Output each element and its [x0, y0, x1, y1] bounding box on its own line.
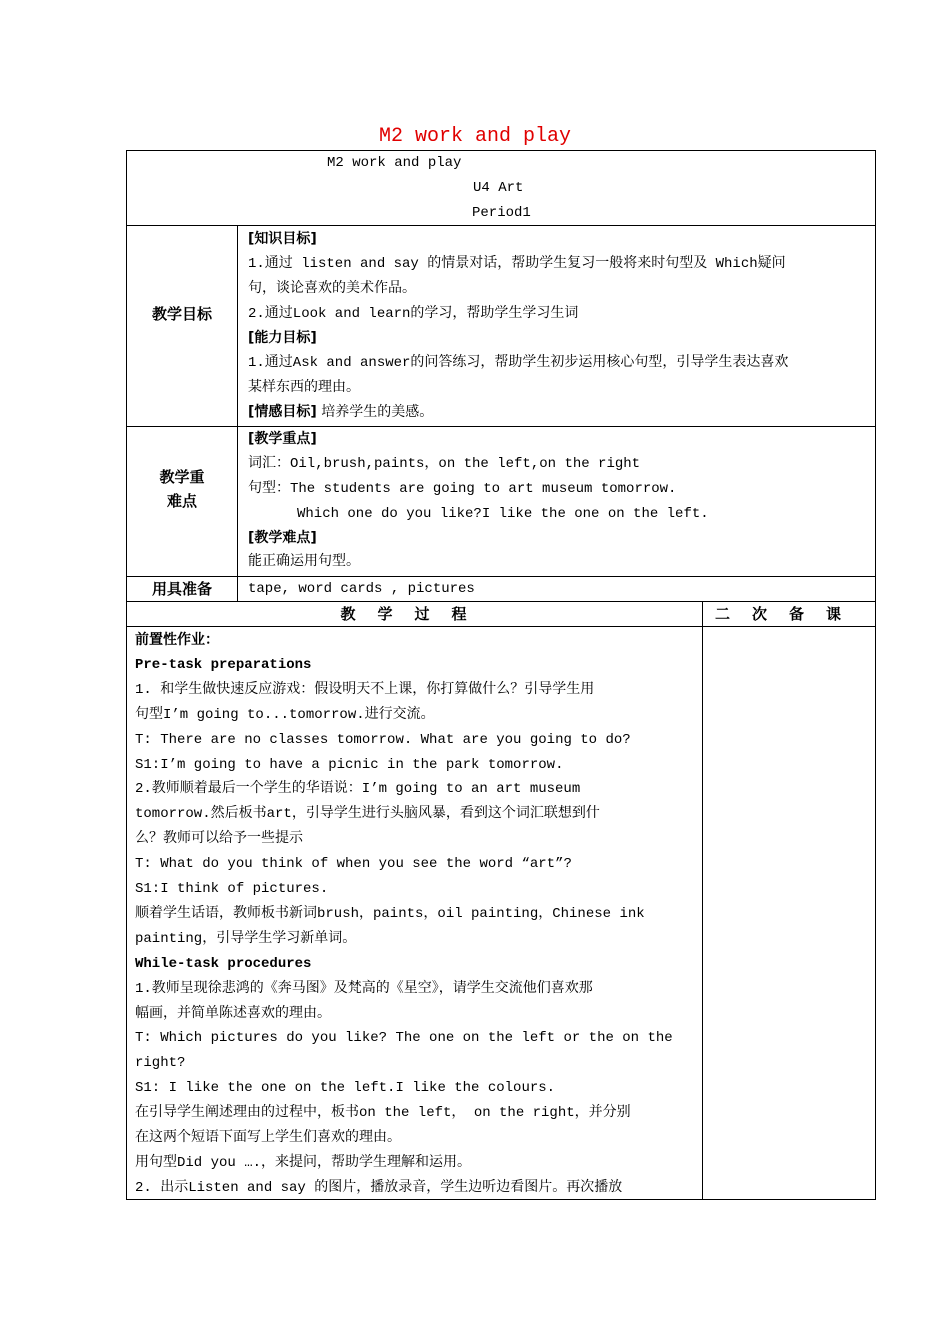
materials-text: tape, word cards , pictures: [248, 581, 475, 597]
process-line: 幅画，并简单陈述喜欢的理由。: [135, 1005, 331, 1022]
pattern-line-1: 句型：The students are going to art museum tomorrow.: [248, 481, 677, 497]
key-points-row: [126, 426, 876, 577]
emotion-heading: [情感目标]: [248, 404, 317, 420]
process-line: 顺着学生话语，教师板书新词brush，paints，oil painting，Chinese ink: [135, 905, 645, 922]
objectives-content-cell: [237, 226, 875, 426]
focus-heading: [教学重点]: [248, 431, 317, 447]
process-header-row: [126, 601, 876, 627]
key-points-label-cell: [127, 427, 237, 576]
process-line: 么？教师可以给予一些提示: [135, 831, 303, 848]
process-line: T: There are no classes tomorrow. What are you going to do?: [135, 731, 631, 748]
materials-label-cell: [127, 577, 237, 601]
process-content-cell: [127, 627, 702, 1199]
materials-content-cell: [237, 577, 875, 601]
process-line: S1:I think of pictures.: [135, 881, 329, 897]
process-line: right?: [135, 1055, 186, 1072]
objectives-row: [126, 225, 876, 427]
key-points-content-cell: [237, 427, 875, 576]
difficulty-heading: [教学难点]: [248, 530, 317, 546]
process-line: 句型I’m going to...tomorrow.进行交流。: [135, 706, 435, 723]
process-line: 1. 和学生做快速反应游戏：假设明天不上课，你打算做什么？引导学生用: [135, 681, 595, 698]
knowledge-item-1b: 句，谈论喜欢的美术作品。: [248, 281, 416, 297]
header-row: [126, 150, 876, 226]
second-prep-title: 二次备课: [714, 605, 863, 623]
unit-title: U4 Art: [473, 180, 524, 196]
process-line: S1:I’m going to have a picnic in the park tomorrow.: [135, 756, 564, 773]
module-title: M2 work and play: [327, 155, 462, 171]
process-line: T: What do you think of when you see the word “art”?: [135, 856, 572, 873]
process-line: 用句型Did you ….，来提问，帮助学生理解和运用。: [135, 1154, 472, 1171]
process-line: Pre-task preparations: [135, 656, 312, 673]
emotion-text: 培养学生的美感。: [321, 405, 434, 421]
emotion-line: [248, 400, 433, 425]
difficulty-text: 能正确运用句型。: [248, 554, 360, 570]
materials-label: 用具准备: [151, 580, 212, 598]
process-header-left: [127, 602, 702, 626]
vocab-line: 词汇：Oil,brush,paints，on the left,on the right: [248, 456, 641, 472]
process-title: 教学过程: [340, 605, 489, 623]
key-points-label-1: 教学重: [159, 468, 205, 486]
process-line: 2.教师顺着最后一个学生的华语说：I’m going to an art museum: [135, 781, 581, 798]
materials-row: [126, 576, 876, 602]
ability-item-1b: 某样东西的理由。: [248, 380, 360, 396]
process-header-right: [702, 602, 875, 626]
knowledge-item-1a: 1.通过 listen and say 的情景对话，帮助学生复习一般将来时句型及 Which疑问: [248, 256, 786, 272]
period-title: Period1: [472, 205, 531, 221]
process-line: 2. 出示Listen and say 的图片，播放录音，学生边听边看图片。再次播放: [135, 1179, 623, 1196]
process-line: T: Which pictures do you like? The one on the left or the on the: [135, 1030, 673, 1047]
process-line: S1: I like the one on the left.I like the colours.: [135, 1080, 556, 1097]
process-line: While-task procedures: [135, 955, 312, 972]
process-line: 前置性作业：: [135, 632, 219, 648]
ability-item-1a: 1.通过Ask and answer的问答练习，帮助学生初步运用核心句型，引导学生表达喜欢: [248, 355, 789, 371]
process-line: painting，引导学生学习新单词。: [135, 930, 357, 947]
pattern-line-2: Which one do you like?I like the one on the left.: [297, 506, 709, 522]
process-line: 在这两个短语下面写上学生们喜欢的理由。: [135, 1130, 401, 1146]
objectives-label: 教学目标: [151, 305, 212, 323]
document-title: M2 work and play: [378, 125, 572, 148]
process-line: 在引导学生阐述理由的过程中，板书on the left， on the right，并分别: [135, 1105, 631, 1122]
second-prep-cell: [702, 627, 875, 1199]
process-body-row: [126, 626, 876, 1200]
knowledge-item-2: 2.通过Look and learn的学习，帮助学生学习生词: [248, 306, 579, 322]
process-line: 1.教师呈现徐悲鸿的《奔马图》及梵高的《星空》，请学生交流他们喜欢那: [135, 980, 593, 997]
knowledge-heading: [知识目标]: [248, 231, 317, 247]
ability-heading: [能力目标]: [248, 330, 317, 346]
key-points-label-2: 难点: [166, 492, 197, 510]
process-line: tomorrow.然后板书art，引导学生进行头脑风暴，看到这个词汇联想到什: [135, 806, 600, 823]
objectives-label-cell: [127, 226, 237, 426]
